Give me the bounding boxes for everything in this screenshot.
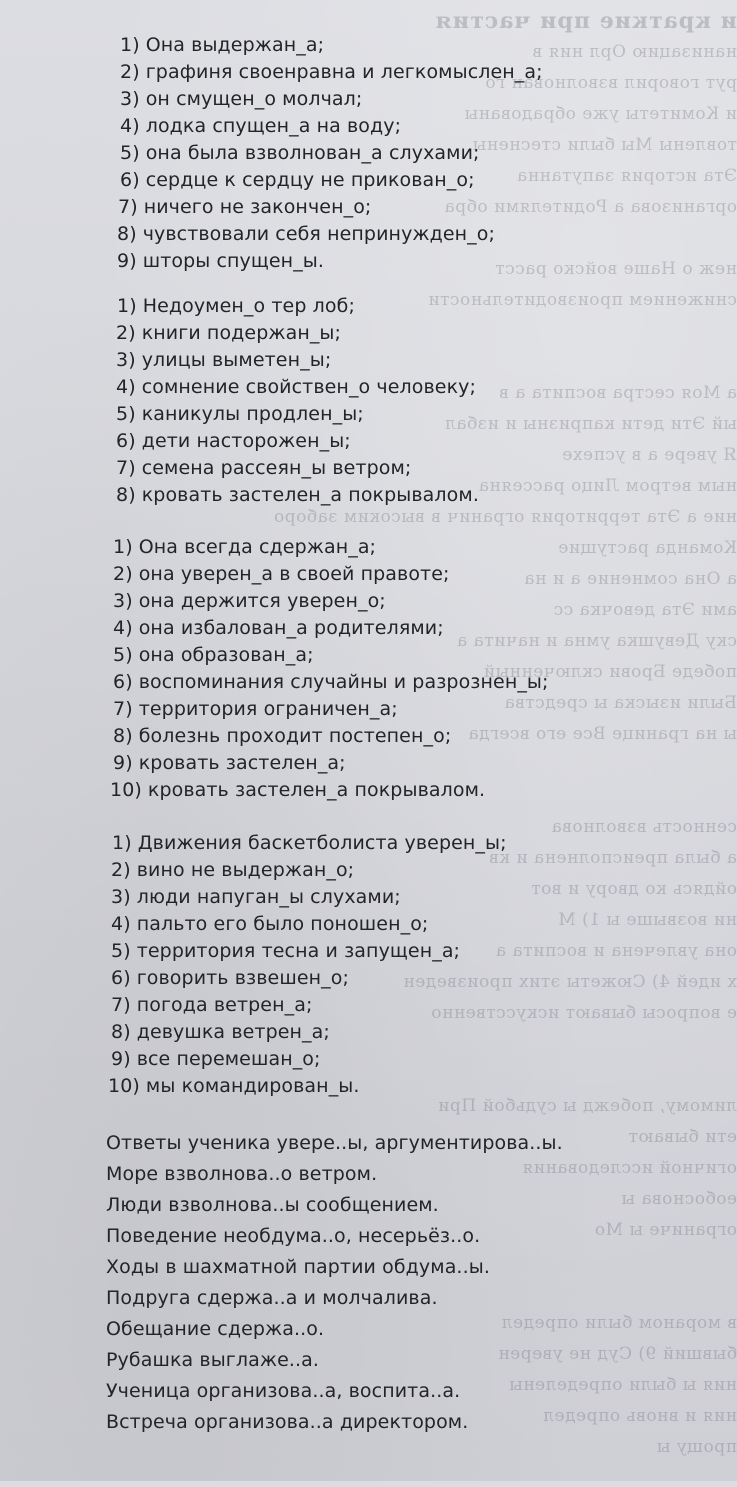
sentence-5: Ходы в шахматной партии обдума..ы. xyxy=(106,1256,490,1278)
item-number: 10) xyxy=(108,1075,140,1097)
item-number: 8) xyxy=(113,725,133,747)
exercise-item-9 xyxy=(117,250,324,272)
item-text: кровать застелен_а покрывалом. xyxy=(147,779,486,801)
exercise-item-2 xyxy=(113,563,450,585)
item-text: территория тесна и запущен_а; xyxy=(136,940,461,962)
item-text: пальто его было поношен_о; xyxy=(136,913,429,935)
item-number: 1) xyxy=(113,536,133,558)
exercise-item-7 xyxy=(111,994,312,1016)
item-text: Она всегда сдержан_а; xyxy=(138,536,377,558)
item-text: воспоминания случайны и разрознен_ы; xyxy=(138,671,549,693)
item-number: 4) xyxy=(116,376,136,398)
item-text: кровать застелен_а покрывалом. xyxy=(141,484,479,506)
exercise-item-4 xyxy=(111,913,428,935)
exercise-item-9 xyxy=(111,1048,321,1070)
exercise-item-6 xyxy=(111,967,349,989)
exercise-item-4 xyxy=(120,115,401,137)
exercise-item-1 xyxy=(112,832,507,854)
item-number: 1) xyxy=(117,295,137,317)
item-number: 7) xyxy=(111,994,131,1016)
item-text: улицы выметен_ы; xyxy=(141,349,332,371)
exercise-item-1 xyxy=(113,536,376,558)
item-text: она уверен_а в своей правоте; xyxy=(138,563,450,585)
sentence-8: Рубашка выглаже..а. xyxy=(106,1349,320,1371)
sentence-1: Ответы ученика увере..ы, аргументирова..ы. xyxy=(106,1132,563,1154)
item-number: 9) xyxy=(117,250,137,272)
item-number: 2) xyxy=(116,322,136,344)
item-number: 3) xyxy=(116,349,136,371)
item-number: 5) xyxy=(113,644,133,666)
exercise-item-6 xyxy=(116,430,351,452)
exercise-item-5 xyxy=(116,403,364,425)
item-text: он смущен_о молчал; xyxy=(145,88,363,110)
sentence-10: Встреча организова..а директором. xyxy=(106,1411,469,1433)
item-number: 5) xyxy=(111,940,131,962)
exercise-item-8 xyxy=(111,1021,330,1043)
item-number: 2) xyxy=(120,61,140,83)
exercise-item-6 xyxy=(120,169,475,191)
item-text: Она выдержан_а; xyxy=(145,34,325,56)
item-number: 5) xyxy=(116,403,136,425)
exercise-item-5 xyxy=(120,142,480,164)
item-number: 1) xyxy=(120,34,140,56)
item-number: 7) xyxy=(113,698,133,720)
item-number: 8) xyxy=(117,223,137,245)
exercise-item-8 xyxy=(117,223,495,245)
item-number: 5) xyxy=(120,142,140,164)
exercise-item-2 xyxy=(111,859,354,881)
item-number: 2) xyxy=(113,563,133,585)
exercise-item-7 xyxy=(113,698,398,720)
reverse-side-bleed-through: и краткие при частия нанизацию Орл ния в рут говорил взволнован го и Комитеты уже обрадованы товлены Мы были стеснены Эта история запутанна организова а Родителями обра неж о Наше войско расст снижением производительности а Моя сестра воспита а в ый Эти дети капризны и избал Я увере а в успехе ным ветром Лицо рассеяна ние а Эта территория огранич в высоким заборо Команда растущие а Она сомнение а и на ами Эта девочка сс ску Девушка умна и начита а победе Брови сключенный Были изыска ы средства ы на границе Все его всегда сенность взволнова а была преисполнена и кв ойдясь ко двору и вот ни возвыше ы 1) М она увлечена и воспита а х идей 4) Сюжеты этих произведен е вопросы бывают искусственно лимому, побежд ы судьбой При ети бывают огичной исследования еобоснова ы ограниче ы Мо в мораном были определ бывший 9) Суд не уверен ния ы были определены ния и вновь определ прощу ы xyxy=(273,8,737,1457)
exercise-item-9 xyxy=(113,752,346,774)
item-text: люди напуган_ы слухами; xyxy=(136,886,401,908)
item-text: лодка спущен_а на воду; xyxy=(145,115,402,137)
sentence-3: Люди взволнова..ы сообщением. xyxy=(106,1194,439,1216)
item-text: ничего не закончен_о; xyxy=(143,196,372,218)
item-text: Движения баскетболиста уверен_ы; xyxy=(137,832,507,854)
item-text: болезнь проходит постепен_о; xyxy=(138,725,452,747)
item-text: вино не выдержан_о; xyxy=(136,859,355,881)
exercise-item-10 xyxy=(108,1075,360,1097)
item-number: 7) xyxy=(118,196,138,218)
item-text: она держится уверен_о; xyxy=(138,590,386,612)
exercise-item-3 xyxy=(116,349,331,371)
item-number: 6) xyxy=(116,430,136,452)
item-text: она образован_а; xyxy=(138,644,314,666)
item-text: говорить взвешен_о; xyxy=(136,967,349,989)
exercise-item-1 xyxy=(120,34,324,56)
item-text: дети насторожен_ы; xyxy=(141,430,351,452)
exercise-item-6 xyxy=(113,671,549,693)
item-text: погода ветрен_а; xyxy=(136,994,313,1016)
exercise-item-8 xyxy=(113,725,451,747)
sentence-4: Поведение необдума..о, несерьёз..о. xyxy=(106,1225,481,1247)
item-text: шторы спущен_ы. xyxy=(142,250,325,272)
item-number: 1) xyxy=(112,832,132,854)
exercise-item-7 xyxy=(116,457,411,479)
item-number: 8) xyxy=(116,484,136,506)
item-number: 3) xyxy=(111,886,131,908)
exercise-item-2 xyxy=(120,61,543,83)
item-number: 9) xyxy=(111,1048,131,1070)
item-text: мы командирован_ы. xyxy=(145,1075,360,1097)
sentence-6: Подруга сдержа..а и молчалива. xyxy=(106,1287,438,1309)
exercise-item-1 xyxy=(117,295,355,317)
exercise-item-3 xyxy=(120,88,362,110)
exercise-item-8 xyxy=(116,484,479,506)
exercise-item-4 xyxy=(116,376,476,398)
item-text: Недоумен_о тер лоб; xyxy=(142,295,355,317)
item-text: каникулы продлен_ы; xyxy=(141,403,364,425)
item-number: 10) xyxy=(110,779,142,801)
item-text: графиня своенравна и легкомыслен_а; xyxy=(145,61,543,83)
item-text: сердце к сердцу не прикован_о; xyxy=(145,169,475,191)
item-number: 4) xyxy=(113,617,133,639)
exercise-item-10 xyxy=(110,779,485,801)
item-number: 7) xyxy=(116,457,136,479)
item-text: семена рассеян_ы ветром; xyxy=(141,457,412,479)
item-text: кровать застелен_а; xyxy=(138,752,346,774)
item-text: чувствовали себя непринужден_о; xyxy=(142,223,496,245)
item-text: девушка ветрен_а; xyxy=(136,1021,330,1043)
exercise-item-7 xyxy=(118,196,371,218)
item-number: 4) xyxy=(120,115,140,137)
item-text: сомнение свойствен_о человеку; xyxy=(141,376,477,398)
item-text: все перемешан_о; xyxy=(136,1048,321,1070)
item-number: 2) xyxy=(111,859,131,881)
exercise-item-3 xyxy=(111,886,401,908)
exercise-item-2 xyxy=(116,322,341,344)
item-number: 8) xyxy=(111,1021,131,1043)
item-number: 3) xyxy=(120,88,140,110)
item-number: 3) xyxy=(113,590,133,612)
item-number: 6) xyxy=(120,169,140,191)
item-text: территория ограничен_а; xyxy=(138,698,398,720)
item-number: 6) xyxy=(111,967,131,989)
item-number: 6) xyxy=(113,671,133,693)
sentence-2: Море взволнова..о ветром. xyxy=(106,1163,378,1185)
exercise-item-5 xyxy=(111,940,460,962)
item-text: книги подержан_ы; xyxy=(141,322,342,344)
item-number: 4) xyxy=(111,913,131,935)
exercise-item-5 xyxy=(113,644,314,666)
item-text: она избалован_а родителями; xyxy=(138,617,444,639)
exercise-item-4 xyxy=(113,617,444,639)
exercise-item-3 xyxy=(113,590,386,612)
item-number: 9) xyxy=(113,752,133,774)
item-text: она была взволнован_а слухами; xyxy=(145,142,480,164)
sentence-9: Ученица организова..а, воспита..а. xyxy=(106,1380,461,1402)
sentence-7: Обещание сдержа..о. xyxy=(106,1318,325,1340)
